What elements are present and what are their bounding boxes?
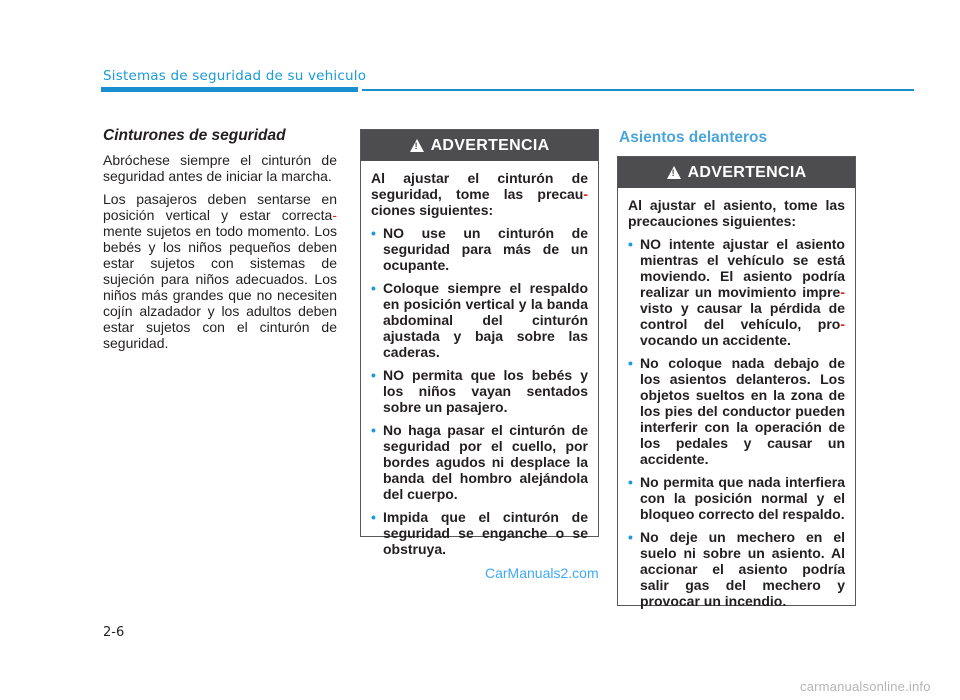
warning-item: • No haga pasar el cinturón de seguridad por el cuello, por bordes agudos ni desplace la banda del hombro alejándola del cuerpo. [371, 422, 588, 502]
warning-header [618, 157, 855, 188]
bullet-icon: • [371, 280, 376, 296]
warning-box-front-seats [617, 156, 856, 609]
warning-triangle-icon: ! [410, 139, 424, 152]
page-number: 2-6 [103, 625, 125, 640]
warning-item: • Coloque siempre el respaldo en posición vertical y la banda abdominal del cinturón ajustada y baja sobre las caderas. [371, 280, 588, 360]
warning-item: • No coloque nada debajo de los asientos delanteros. Los objetos sueltos en la zona de los pies del conductor pueden interferir con la operación de los pedales y causar un accidente. [628, 355, 845, 467]
bullet-icon: • [628, 355, 633, 371]
warning-triangle-icon: ! [667, 166, 681, 179]
bullet-icon: • [371, 422, 376, 438]
seatbelt-section [103, 127, 337, 358]
section-title-seatbelts: Cinturones de seguridad [103, 127, 286, 144]
section-title-front-seats: Asientos delanteros [619, 129, 768, 146]
chapter-title: Sistemas de seguridad de su vehiculo [103, 68, 367, 84]
warning-label: ADVERTENCIA [430, 136, 550, 154]
warning-label: ADVERTENCIA [687, 163, 807, 181]
bullet-icon: • [628, 236, 633, 252]
watermark-carmanuals2[interactable]: CarManuals2.com [485, 565, 599, 581]
warning-item: • No deje un mechero en el suelo ni sobre un asiento. Al accionar el asiento podría salir gas del mechero y provocar un incendio. [628, 529, 845, 609]
warning-item: • NO use un cinturón de seguridad para más de un ocupante. [371, 225, 588, 273]
warning-item: • Impida que el cinturón de seguridad se enganche o se obstruya. [371, 509, 588, 557]
paragraph-fasten: Abróchese siempre el cinturón de seguridad antes de iniciar la marcha. [103, 152, 337, 184]
warning-item: • NO permita que los bebés y los niños vayan sentados sobre un pasajero. [371, 367, 588, 415]
header-rule-thin [362, 89, 914, 91]
warning-item: • No permita que nada interfiera con la posición normal y el bloqueo correcto del respaldo. [628, 474, 845, 522]
header-rule-thick [101, 87, 358, 92]
warning-intro: Al ajustar el asiento, tome las precauciones siguientes: [628, 197, 845, 229]
bullet-icon: • [371, 509, 376, 525]
paragraph-passengers: Los pasajeros deben sentarse en posición vertical y estar correcta- mente sujetos en todo momento. Los bebés y los niños pequeños deben estar sujetos con sistemas de sujeción para niños adecuados. Los niños más grandes que no necesiten cojín alzadador y los adultos deben estar sujetos con el cinturón de seguridad. [103, 191, 337, 351]
bullet-icon: • [628, 474, 633, 490]
bullet-icon: • [371, 225, 376, 241]
watermark-carmanualsonline[interactable]: carmanualsonline.info [800, 679, 931, 694]
warning-header [361, 130, 598, 161]
bullet-icon: • [628, 529, 633, 545]
warning-item: • NO intente ajustar el asiento mientras el vehículo se está moviendo. El asiento podría realizar un movimiento impre- visto y causar la pérdida de control del vehículo, pro- vocando un accidente. [628, 236, 845, 348]
warning-box-seatbelt [360, 129, 599, 557]
bullet-icon: • [371, 367, 376, 383]
warning-intro: Al ajustar el cinturón de seguridad, tome las precau- ciones siguientes: [371, 170, 588, 218]
